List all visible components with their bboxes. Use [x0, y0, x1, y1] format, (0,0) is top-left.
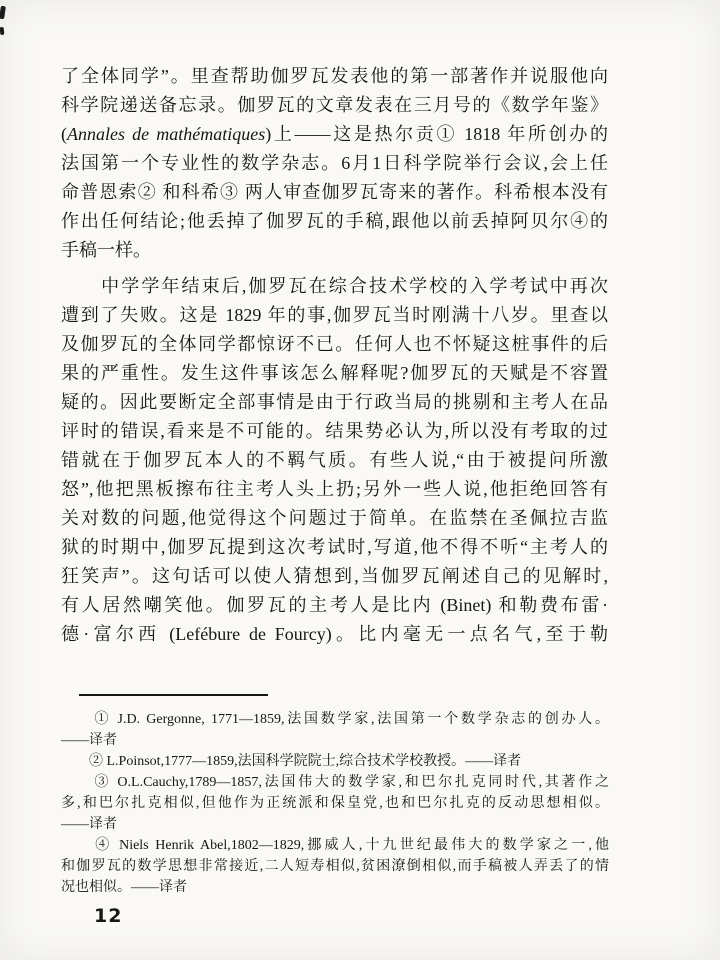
- text-segment: 和伽罗瓦的数学思想非常接近,二人短寿相似,贫困潦倒相似,而手稿被人弄丢了的情: [61, 859, 609, 874]
- text-segment: ④ Niels Henrik Abel,1802—1829,挪威人,十九世纪最伟大的数学家之一,他: [61, 838, 609, 853]
- text-segment: ——译者: [61, 817, 117, 832]
- scan-speck: [0, 27, 4, 35]
- page-number: 12: [94, 905, 123, 927]
- text-segment: 科学院递送备忘录。伽罗瓦的文章发表在三月号的《数学年鉴》: [61, 95, 608, 115]
- paragraph: [61, 272, 608, 649]
- text-line: [61, 751, 609, 772]
- italic-text-segment: Annales de mathématiques: [67, 124, 266, 144]
- text-line: [61, 417, 608, 446]
- text-line: [61, 591, 608, 620]
- text-segment: 果的严重性。发生这件事该怎么解释呢?伽罗瓦的天赋是不容置: [61, 363, 608, 383]
- text-segment: 作出任何结论;他丢掉了伽罗瓦的手稿,跟他以前丢掉阿贝尔④的: [61, 211, 608, 231]
- text-segment: ③ O.L.Cauchy,1789—1857,法国伟大的数学家,和巴尔扎克同时代,其著作之: [61, 775, 609, 790]
- text-line: [61, 272, 608, 301]
- text-segment: 手稿一样。: [61, 240, 151, 260]
- text-line: [61, 330, 608, 359]
- footnote-divider: [79, 694, 268, 696]
- text-segment: 了全体同学”。里查帮助伽罗瓦发表他的第一部著作并说服他向: [61, 66, 608, 86]
- text-segment: ——译者: [61, 733, 117, 748]
- text-line: [61, 504, 608, 533]
- text-segment: 关对数的问题,他觉得这个问题过于简单。在监禁在圣佩拉吉监: [61, 508, 608, 528]
- text-line: [61, 475, 608, 504]
- text-line: [61, 730, 609, 751]
- text-segment: 评时的错误,看来是不可能的。结果势必认为,所以没有考取的过: [61, 421, 608, 441]
- text-segment: 怒”,他把黑板擦布往主考人头上扔;另外一些人说,他拒绝回答有: [61, 479, 608, 499]
- text-line: [61, 149, 608, 178]
- text-line: [61, 236, 608, 265]
- text-segment: 狱的时期中,伽罗瓦提到这次考试时,写道,他不得不听“主考人的: [61, 537, 608, 557]
- text-segment: 疑的。因此要断定全部事情是由于行政当局的挑剔和主考人在品: [61, 392, 608, 412]
- text-line: [61, 120, 608, 149]
- text-line: [61, 388, 608, 417]
- text-line: [61, 877, 609, 898]
- text-line: [61, 856, 609, 877]
- paragraph: [61, 62, 608, 265]
- text-segment: 况也相似。——译者: [61, 880, 187, 895]
- text-line: [61, 772, 609, 793]
- text-segment: )上——这是热尔贡① 1818 年所创办的: [265, 124, 608, 144]
- text-line: [61, 620, 608, 649]
- text-segment: 遭到了失败。这是 1829 年的事,伽罗瓦当时刚满十八岁。里查以: [61, 305, 608, 325]
- text-line: [61, 207, 608, 236]
- text-segment: 多,和巴尔扎克相似,但他作为正统派和保皇党,也和巴尔扎克的反动思想相似。: [61, 796, 609, 811]
- text-line: [61, 446, 608, 475]
- text-segment: 命普恩索② 和科希③ 两人审查伽罗瓦寄来的著作。科希根本没有: [61, 182, 608, 202]
- text-line: [61, 178, 608, 207]
- text-line: [61, 793, 609, 814]
- text-segment: ① J.D. Gergonne, 1771—1859,法国数学家,法国第一个数学杂志的创办人。: [61, 712, 609, 727]
- text-line: [61, 814, 609, 835]
- text-segment: 及伽罗瓦的全体同学都惊讶不已。任何人也不怀疑这桩事件的后: [61, 334, 608, 354]
- text-line: [61, 533, 608, 562]
- text-segment: 德·富尔西 (Lefébure de Fourcy)。比内毫无一点名气,至于勒: [61, 624, 608, 644]
- text-segment: 法国第一个专业性的数学杂志。6月1日科学院举行会议,会上任: [61, 153, 608, 173]
- text-line: [61, 709, 609, 730]
- text-segment: (: [61, 124, 67, 144]
- text-line: [61, 301, 608, 330]
- text-segment: ② L.Poinsot,1777—1859,法国科学院院士,综合技术学校教授。——译者: [61, 754, 522, 769]
- text-line: [61, 359, 608, 388]
- text-line: [61, 835, 609, 856]
- text-segment: 中学学年结束后,伽罗瓦在综合技术学校的入学考试中再次: [61, 276, 608, 296]
- text-segment: 狂笑声”。这句话可以使人猜想到,当伽罗瓦阐述自己的见解时,: [61, 566, 608, 586]
- text-line: [61, 562, 608, 591]
- text-line: [61, 62, 608, 91]
- text-line: [61, 91, 608, 120]
- footnotes: [61, 709, 609, 898]
- scan-speck: [0, 6, 6, 20]
- text-segment: 错就在于伽罗瓦本人的不羁气质。有些人说,“由于被提问所激: [61, 450, 608, 470]
- text-segment: 有人居然嘲笑他。伽罗瓦的主考人是比内 (Binet) 和勒费布雷·: [61, 595, 608, 615]
- page-body: [61, 62, 608, 649]
